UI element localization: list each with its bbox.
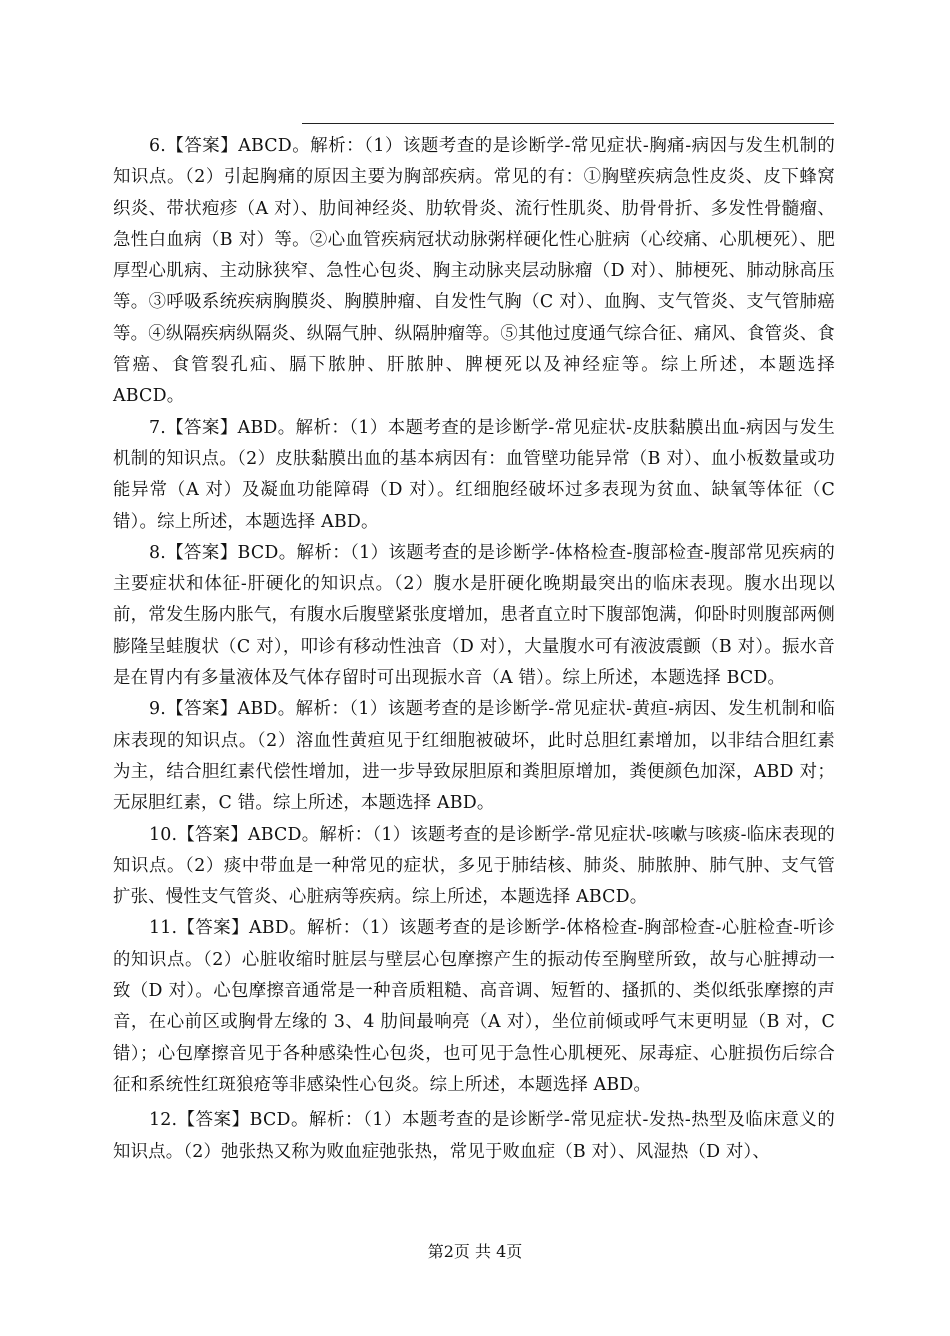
answer-paragraph-10: 10.【答案】ABCD。解析：（1）该题考查的是诊断学-常见症状-咳嗽与咳痰-临床表现的知识点。（2）痰中带血是一种常见的症状，多见于肺结核、肺炎、肺脓肿、肺气肿、支气管扩张、慢性支气管炎、心脏病等疾病。综上所述，本题选择 ABCD。 [113, 824, 835, 908]
answer-paragraph-9: 9.【答案】ABD。解析：（1）该题考查的是诊断学-常见症状-黄疸-病因、发生机制和临床表现的知识点。（2）溶血性黄疸见于红细胞被破坏，此时总胆红素增加，以非结合胆红素为主，结合胆红素代偿性增加，进一步导致尿胆原和粪胆原增加，粪便颜色加深，ABD 对；无尿胆红素，C 错。综上所述，本题选择 ABD。 [113, 699, 835, 814]
answer-explanations [113, 131, 835, 1168]
answer-paragraph-12: 12.【答案】BCD。解析：（1）本题考查的是诊断学-常见症状-发热-热型及临床意义的知识点。（2）弛张热又称为败血症弛张热，常见于败血症（B 对）、风湿热（D 对）、 [113, 1110, 835, 1162]
answer-paragraph-6: 6.【答案】ABCD。解析：（1）该题考查的是诊断学-常见症状-胸痛-病因与发生机制的知识点。（2）引起胸痛的原因主要为胸部疾病。常见的有：①胸壁疾病急性皮炎、皮下蜂窝织炎、带状疱疹（A 对）、肋间神经炎、肋软骨炎、流行性肌炎、肋骨骨折、多发性骨髓瘤、急性白血病（B 对）等。②心血管疾病冠状动脉粥样硬化性心脏病（心绞痛、心肌梗死）、肥厚型心肌病、主动脉狭窄、急性心包炎、胸主动脉夹层动脉瘤（D 对）、肺梗死、肺动脉高压等。③呼吸系统疾病胸膜炎、胸膜肿瘤、自发性气胸（C 对）、血胸、支气管炎、支气管肺癌等。④纵隔疾病纵隔炎、纵隔气肿、纵隔肿瘤等。⑤其他过度通气综合征、痛风、食管炎、食管癌、食管裂孔疝、膈下脓肿、肝脓肿、脾梗死以及神经症等。综上所述，本题选择 ABCD。 [113, 136, 835, 407]
answer-paragraph-7: 7.【答案】ABD。解析：（1）本题考查的是诊断学-常见症状-皮肤黏膜出血-病因与发生机制的知识点。（2）皮肤黏膜出血的基本病因有：血管壁功能异常（B 对）、血小板数量或功能异常（A 对）及凝血功能障碍（D 对）。红细胞经破坏过多表现为贫血、缺氧等体征（C 错）。综上所述，本题选择 ABD。 [113, 417, 835, 532]
answer-paragraph-11: 11.【答案】ABD。解析：（1）该题考查的是诊断学-体格检查-胸部检查-心脏检查-听诊的知识点。（2）心脏收缩时脏层与壁层心包摩擦产生的振动传至胸壁所致，故与心脏搏动一致（D 对）。心包摩擦音通常是一种音质粗糙、高音调、短暂的、搔抓的、类似纸张摩擦的声音，在心前区或胸骨左缘的 3、4 肋间最响亮（A 对），坐位前倾或呼气末更明显（B 对，C 错）；心包摩擦音见于各种感染性心包炎，也可见于急性心肌梗死、尿毒症、心脏损伤后综合征和系统性红斑狼疮等非感染性心包炎。综上所述，本题选择 ABD。 [113, 918, 835, 1095]
header-rule [302, 123, 834, 124]
answer-paragraph-8: 8.【答案】BCD。解析：（1）该题考查的是诊断学-体格检查-腹部检查-腹部常见疾病的主要症状和体征-肝硬化的知识点。（2）腹水是肝硬化晚期最突出的临床表现。腹水出现以前，常发生肠内胀气，有腹水后腹壁紧张度增加，患者直立时下腹部饱满，仰卧时则腹部两侧膨隆呈蛙腹状（C 对），叩诊有移动性浊音（D 对），大量腹水可有液波震颤（B 对）。振水音是在胃内有多量液体及气体存留时可出现振水音（A 错）。综上所述，本题选择 BCD。 [113, 542, 835, 689]
page-number: 第2页 共 4页 [427, 1242, 523, 1261]
